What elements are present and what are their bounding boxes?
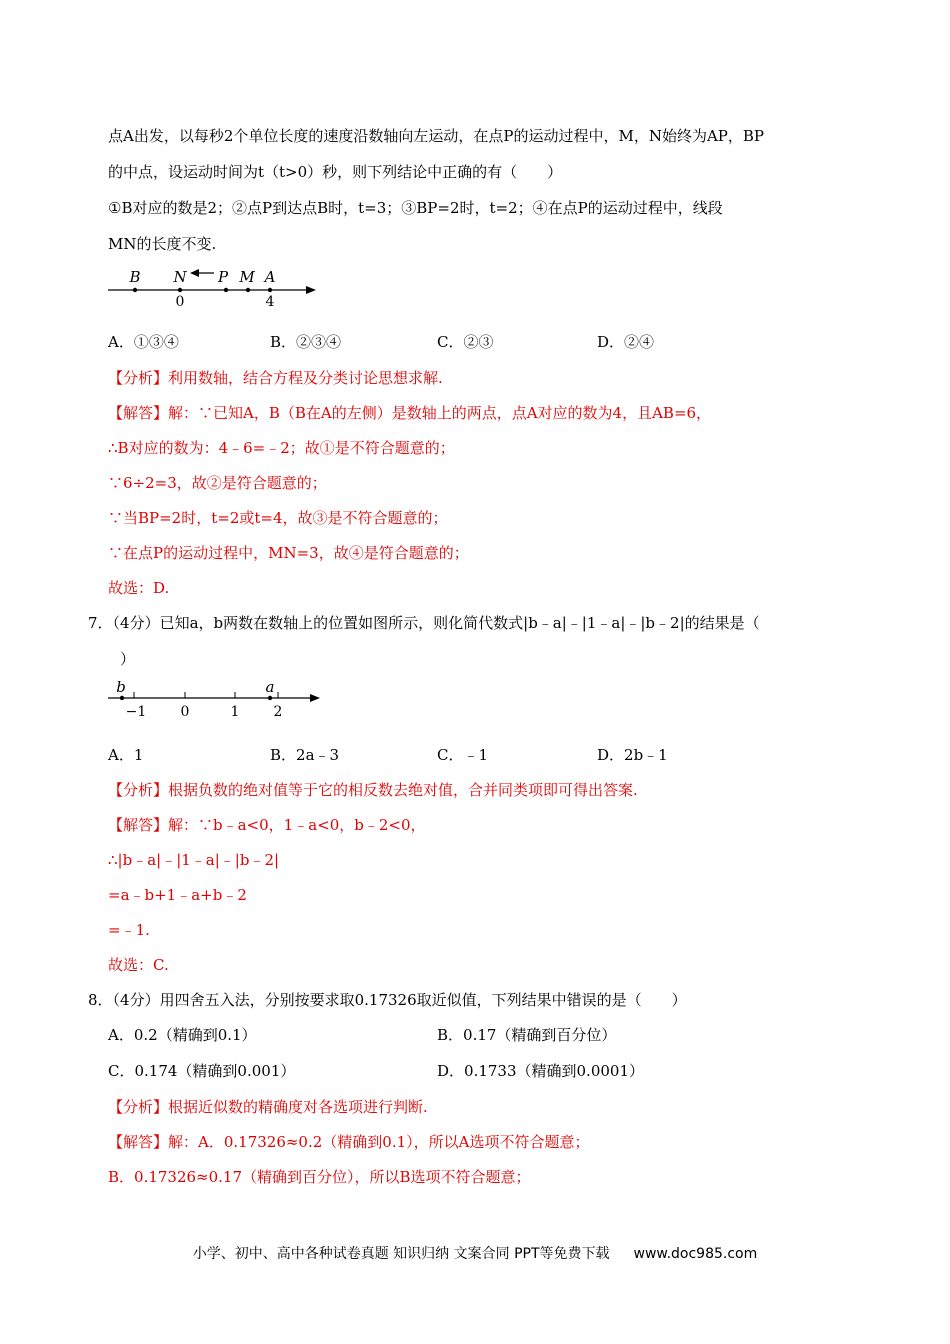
q7-tick-1: 1 xyxy=(230,704,240,720)
q7-stem-line2: ） xyxy=(120,650,136,668)
q8-solution-line1: 【解答】解：A．0.17326≈0.2（精确到0.1），所以A选项不符合题意； xyxy=(108,1133,590,1151)
q8-stem: 8．（4分）用四舍五入法，分别按要求取0.17326取近似值，下列结果中错误的是（ ） xyxy=(88,991,687,1009)
q6-stem-line4: MN的长度不变. xyxy=(108,235,217,253)
q6-solution-line1: 【解答】解：∵已知A，B（B在A的左侧）是数轴上的两点，点A对应的数为4，且AB=6， xyxy=(108,404,712,422)
q6-solution-line3: ∵6÷2=3，故②是符合题意的； xyxy=(108,474,327,492)
q7-tick-0: 0 xyxy=(180,704,190,720)
q7-option-d: D．2b﹣1 xyxy=(597,746,668,764)
q8-option-b: B．0.17（精确到百分位） xyxy=(437,1026,617,1044)
q7-answer: 故选：C. xyxy=(108,956,169,974)
q7-tick-neg1: −1 xyxy=(125,704,147,720)
q7-option-c: C．﹣1 xyxy=(437,746,489,764)
q6-option-d: D．②④ xyxy=(597,333,655,351)
q7-tick-2: 2 xyxy=(273,704,283,720)
q7-analysis: 【分析】根据负数的绝对值等于它的相反数去绝对值，合并同类项即可得出答案. xyxy=(108,781,638,799)
q6-option-c: C．②③ xyxy=(437,333,494,351)
q7-option-b: B．2a﹣3 xyxy=(270,746,340,764)
q6-option-b: B．②③④ xyxy=(270,333,342,351)
q8-option-a: A．0.2（精确到0.1） xyxy=(108,1026,257,1044)
q6-solution-line5: ∵在点P的运动过程中，MN=3，故④是符合题意的； xyxy=(108,544,469,562)
q7-solution-line3: =a﹣b+1﹣a+b﹣2 xyxy=(108,886,247,904)
q6-stem-line3: ①B对应的数是2；②点P到达点B时，t=3；③BP=2时，t=2；④在点P的运动过程中，线段 xyxy=(108,199,723,217)
q6-stem-line1: 点A出发，以每秒2个单位长度的速度沿数轴向左运动，在点P的运动过程中，M，N始终为AP，BP xyxy=(108,127,764,145)
q7-solution-line4: =﹣1. xyxy=(108,921,150,939)
q7-number-line-figure xyxy=(100,676,330,724)
q7-label-b: b xyxy=(116,678,126,696)
q6-stem-line2: 的中点，设运动时间为t（t>0）秒，则下列结论中正确的有（ ） xyxy=(108,163,563,181)
q8-option-d: D．0.1733（精确到0.0001） xyxy=(437,1062,644,1080)
q6-label-p: P xyxy=(217,268,229,286)
q8-analysis: 【分析】根据近似数的精确度对各选项进行判断. xyxy=(108,1098,428,1116)
q6-solution-line4: ∵当BP=2时，t=2或t=4，故③是不符合题意的； xyxy=(108,509,448,527)
q6-label-m: M xyxy=(239,268,255,286)
page-footer xyxy=(0,1243,950,1263)
q6-label-a: A xyxy=(264,268,276,286)
q6-solution-line2: ∴B对应的数为：4﹣6=﹣2；故①是不符合题意的； xyxy=(108,439,455,457)
q7-label-a: a xyxy=(265,678,275,696)
footer-text: 小学、初中、高中各种试卷真题 知识归纳 文案合同 PPT等免费下载 xyxy=(192,1246,610,1262)
q6-analysis: 【分析】利用数轴，结合方程及分类讨论思想求解. xyxy=(108,369,443,387)
q6-label-n: N xyxy=(173,268,187,286)
q6-option-a: A．①③④ xyxy=(108,333,179,351)
q7-solution-line2: ∴|b﹣a|﹣|1﹣a|﹣|b﹣2| xyxy=(108,851,280,869)
q7-solution-line1: 【解答】解：∵b﹣a<0，1﹣a<0，b﹣2<0， xyxy=(108,816,426,834)
q6-tick-4: 4 xyxy=(265,294,275,310)
q6-answer: 故选：D. xyxy=(108,579,170,597)
footer-url[interactable]: www.doc985.com xyxy=(633,1246,758,1262)
q8-option-c: C．0.174（精确到0.001） xyxy=(108,1062,296,1080)
q6-tick-0: 0 xyxy=(175,294,185,310)
q7-option-a: A．1 xyxy=(108,746,144,764)
q6-number-line-figure xyxy=(100,262,330,312)
q8-solution-line2: B．0.17326≈0.17（精确到百分位），所以B选项不符合题意； xyxy=(108,1168,531,1186)
q7-stem-line1: 7．（4分）已知a，b两数在数轴上的位置如图所示，则化简代数式|b﹣a|﹣|1﹣a|﹣|b﹣2|的结果是（ xyxy=(88,614,760,632)
q6-label-b: B xyxy=(129,268,141,286)
